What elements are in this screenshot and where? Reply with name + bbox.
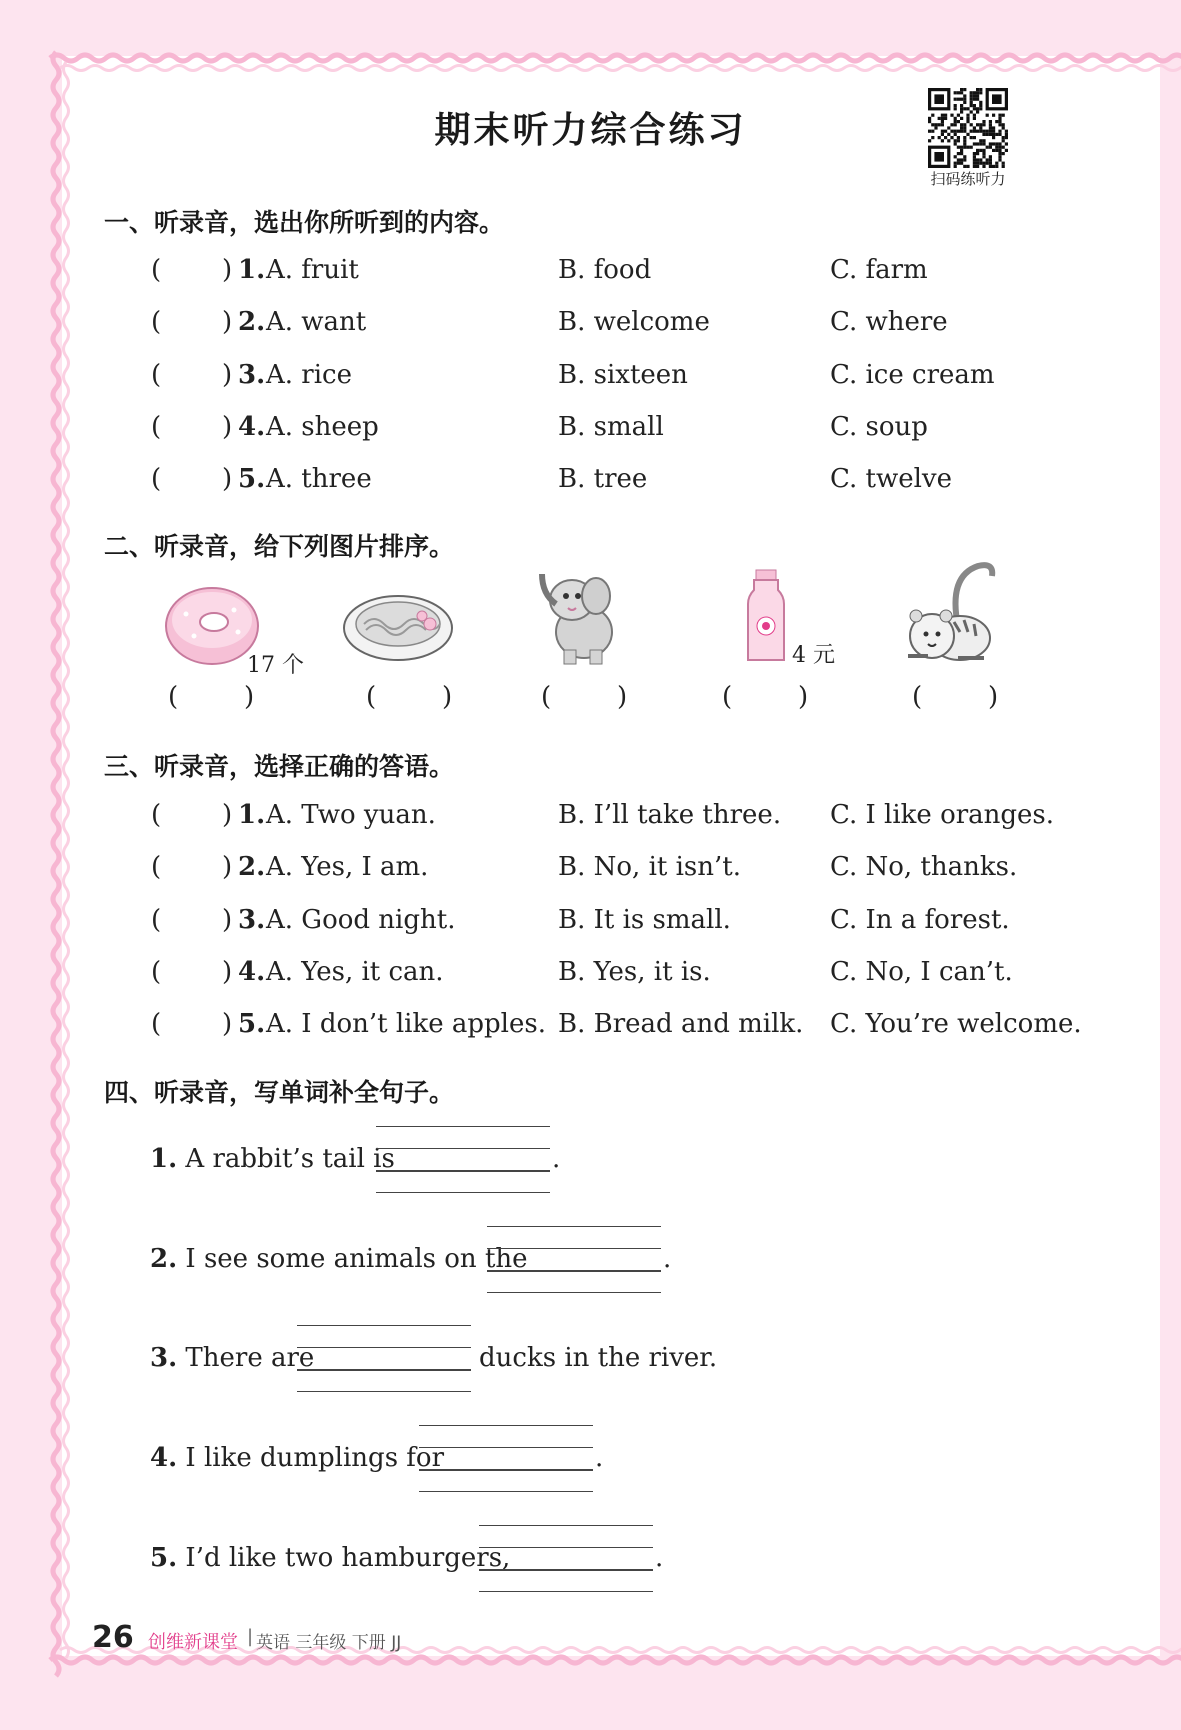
answer-bracket-open[interactable]: ( [151,957,162,987]
answer-bracket-open[interactable]: ( [151,255,162,285]
brand-name: 创维新课堂 [148,1632,238,1653]
writing-line [487,1248,661,1249]
option-b: B. welcome [558,307,710,337]
writing-line [479,1569,653,1571]
option-b: B. sixteen [558,360,688,390]
page-title: 期末听力综合练习 [434,110,747,151]
question-number: 1. [238,800,266,830]
option-a: A. three [266,464,372,494]
answer-bracket-open[interactable]: ( [151,800,162,830]
writing-line [376,1170,550,1172]
milk-caption: 4 元 [792,643,835,668]
section-1-heading: 一、听录音，选出你所听到的内容。 [104,208,505,237]
answer-bracket-close[interactable]: ) [222,957,233,987]
bracket-open: ( [366,682,377,712]
sentence-start: I see some animals on the [185,1244,528,1274]
sentence-start: I like dumplings for [185,1443,445,1473]
sentence-end: . [595,1443,604,1473]
bracket-close: ) [244,682,255,712]
milk-bottle-icon [746,568,786,664]
answer-bracket-open[interactable]: ( [151,307,162,337]
answer-bracket-close[interactable]: ) [222,800,233,830]
footer-divider: | [247,1626,254,1647]
part3-question-2 [0,852,1181,892]
sentence-5 [150,1543,510,1573]
writing-line [297,1369,471,1371]
part3-question-5 [0,1009,1181,1049]
option-b: B. No, it isn’t. [558,852,741,882]
option-c: C. No, thanks. [830,852,1018,882]
option-b: B. tree [558,464,648,494]
part3-question-4 [0,957,1181,997]
bracket-open: ( [722,682,733,712]
writing-line [419,1469,593,1471]
writing-line [479,1547,653,1548]
answer-bracket-close[interactable]: ) [222,1009,233,1039]
answer-bracket-open[interactable]: ( [151,852,162,882]
option-a: A. Two yuan. [266,800,436,830]
sentence-number: 3. [150,1343,178,1373]
bracket-close: ) [988,682,999,712]
noodles-plate-icon [342,588,454,664]
question-number: 3. [238,905,266,935]
answer-bracket-open[interactable]: ( [151,360,162,390]
option-c: C. soup [830,412,928,442]
writing-line [479,1525,653,1526]
option-c: C. In a forest. [830,905,1010,935]
option-a: A. fruit [266,255,359,285]
bracket-open: ( [912,682,923,712]
sentence-number: 1. [150,1144,178,1174]
section-4-heading: 四、听录音，写单词补全句子。 [104,1078,455,1107]
bracket-close: ) [617,682,628,712]
answer-bracket-close[interactable]: ) [222,852,233,882]
writing-lines-5[interactable] [479,1525,653,1591]
writing-line [376,1126,550,1127]
option-b: B. I’ll take three. [558,800,782,830]
answer-bracket-close[interactable]: ) [222,464,233,494]
bracket-close: ) [798,682,809,712]
bracket-close: ) [442,682,453,712]
question-number: 2. [238,307,266,337]
answer-bracket-close[interactable]: ) [222,905,233,935]
option-c: C. where [830,307,948,337]
sentence-end: . [655,1543,664,1573]
sentence-number: 2. [150,1244,178,1274]
option-c: C. ice cream [830,360,995,390]
writing-line [419,1447,593,1448]
option-c: C. twelve [830,464,952,494]
elephant-icon [534,564,624,668]
writing-lines-3[interactable] [297,1325,471,1391]
section-2-heading: 二、听录音，给下列图片排序。 [104,532,455,561]
option-a: A. Good night. [266,905,456,935]
part1-question-5 [0,464,1181,504]
answer-bracket-open[interactable]: ( [151,464,162,494]
part3-question-1 [0,800,1181,840]
sentence-start: A rabbit’s tail is [185,1144,395,1174]
question-number: 4. [238,957,266,987]
option-c: C. farm [830,255,928,285]
bracket-open: ( [168,682,179,712]
answer-bracket-close[interactable]: ) [222,360,233,390]
bracket-open: ( [541,682,552,712]
writing-line [419,1491,593,1492]
writing-lines-4[interactable] [419,1425,593,1491]
sentence-number: 4. [150,1443,178,1473]
answer-bracket-open[interactable]: ( [151,905,162,935]
writing-line [487,1270,661,1272]
question-number: 5. [238,1009,266,1039]
part3-question-3 [0,905,1181,945]
option-a: A. sheep [266,412,379,442]
writing-lines-2[interactable] [487,1226,661,1292]
part1-question-2 [0,307,1181,347]
sentence-4 [150,1443,444,1473]
option-b: B. Yes, it is. [558,957,711,987]
donut-caption: 17 个 [247,653,304,678]
qr-label: 扫码练听力 [930,170,1006,188]
writing-line [487,1292,661,1293]
sentence-1 [150,1144,395,1174]
writing-lines-1[interactable] [376,1126,550,1192]
option-b: B. Bread and milk. [558,1009,804,1039]
qr-code-icon[interactable] [928,88,1008,168]
sentence-end: . [552,1144,561,1174]
option-c: C. No, I can’t. [830,957,1013,987]
option-c: C. I like oranges. [830,800,1055,830]
page-number: 26 [92,1620,134,1655]
sentence-end: . [663,1244,672,1274]
writing-line [376,1192,550,1193]
question-number: 5. [238,464,266,494]
writing-line [487,1226,661,1227]
answer-bracket-open[interactable]: ( [151,412,162,442]
writing-line [297,1347,471,1348]
sentence-number: 5. [150,1543,178,1573]
writing-line [479,1591,653,1592]
question-number: 1. [238,255,266,285]
sentence-start: I’d like two hamburgers, [185,1543,511,1573]
sentence-end: ducks in the river. [479,1343,718,1373]
answer-bracket-close[interactable]: ) [222,412,233,442]
part1-question-4 [0,412,1181,452]
question-number: 3. [238,360,266,390]
option-b: B. small [558,412,664,442]
part1-question-3 [0,360,1181,400]
option-a: A. want [266,307,367,337]
option-a: A. I don’t like apples. [266,1009,546,1039]
sentence-2 [150,1244,528,1274]
answer-bracket-close[interactable]: ) [222,255,233,285]
section-3-heading: 三、听录音，选择正确的答语。 [104,752,455,781]
book-info: 英语 三年级 下册 JJ [256,1633,402,1653]
sentence-3 [150,1343,314,1373]
part1-question-1 [0,255,1181,295]
tiger-icon [898,556,998,674]
writing-line [376,1148,550,1149]
option-b: B. food [558,255,652,285]
answer-bracket-close[interactable]: ) [222,307,233,337]
writing-line [297,1391,471,1392]
option-a: A. Yes, it can. [266,957,444,987]
question-number: 4. [238,412,266,442]
writing-line [419,1425,593,1426]
sentence-start: There are [185,1343,315,1373]
option-a: A. rice [266,360,352,390]
option-a: A. Yes, I am. [266,852,429,882]
option-b: B. It is small. [558,905,731,935]
question-number: 2. [238,852,266,882]
answer-bracket-open[interactable]: ( [151,1009,162,1039]
option-c: C. You’re welcome. [830,1009,1082,1039]
writing-line [297,1325,471,1326]
